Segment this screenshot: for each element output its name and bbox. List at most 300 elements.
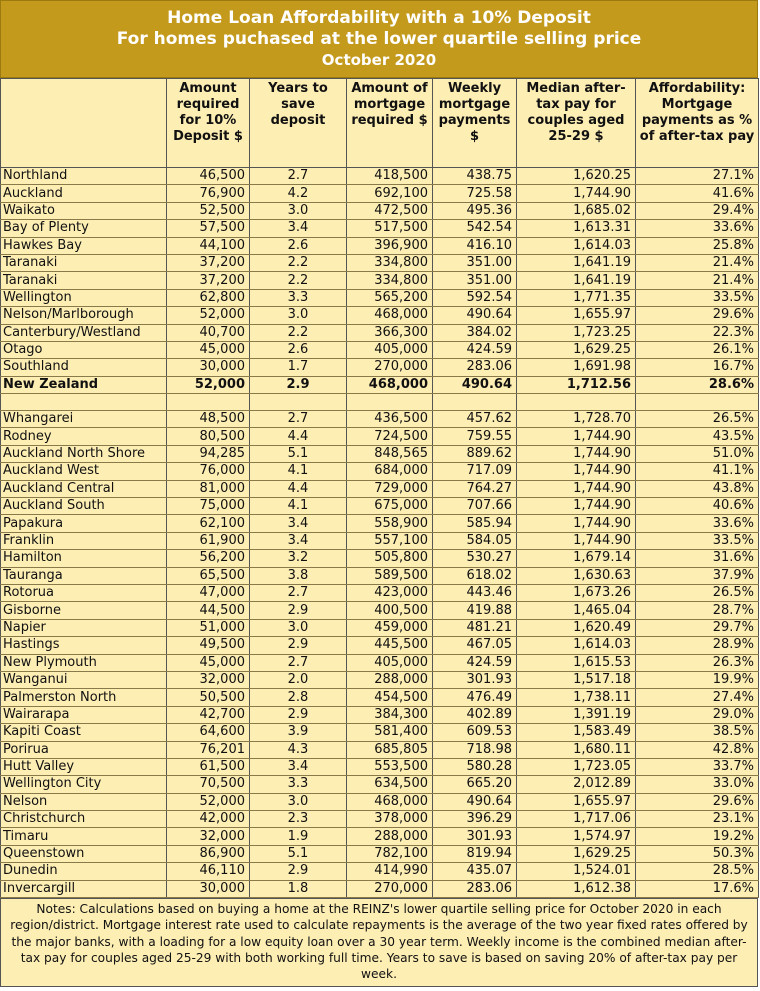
row-label: Queenstown [1, 845, 167, 862]
table-cell: 618.02 [433, 567, 517, 584]
table-cell: 52,000 [167, 793, 250, 810]
table-cell: 1,744.90 [517, 498, 636, 515]
table-cell: 29.0% [636, 706, 759, 723]
title-line-2: For homes puchased at the lower quartile selling price [116, 29, 642, 49]
table-cell: 589,500 [347, 567, 433, 584]
table-row [1, 828, 759, 845]
table-cell: 1,744.90 [517, 185, 636, 202]
table-cell: 52,000 [167, 307, 250, 324]
table-row [1, 550, 759, 567]
table-cell: 724,500 [347, 428, 433, 445]
table-cell: 33.5% [636, 532, 759, 549]
table-cell: 1,620.25 [517, 168, 636, 185]
table-cell: 4.4 [250, 428, 347, 445]
table-cell: 52,000 [167, 376, 250, 393]
table-cell: 28.5% [636, 863, 759, 880]
table-cell: 1,620.49 [517, 619, 636, 636]
table-cell: 400,500 [347, 602, 433, 619]
table-cell: 542.54 [433, 220, 517, 237]
notes-footer: Notes: Calculations based on buying a home at the REINZ's lower quartile selling price for October 2020 in each region/district. Mortgage interest rate used to calculate repayments is the average of the two year fixed rates offered by the major banks, with a loading for a low equity loan over a 30 year term. Weekly income is the combined median after-tax pay for couples aged 25-29 with both working full time. Years to save is based on saving 20% of after-tax pay per week. [0, 898, 758, 986]
table-cell: 675,000 [347, 498, 433, 515]
table-cell: 334,800 [347, 254, 433, 271]
table-cell: 37,200 [167, 272, 250, 289]
table-cell: 1,630.63 [517, 567, 636, 584]
table-row [1, 237, 759, 254]
table-cell: 28.6% [636, 376, 759, 393]
table-cell: 424.59 [433, 654, 517, 671]
table-cell: 4.1 [250, 498, 347, 515]
table-cell: 1,613.31 [517, 220, 636, 237]
table-cell: 419.88 [433, 602, 517, 619]
table-cell: 61,500 [167, 758, 250, 775]
table-cell: 3.3 [250, 776, 347, 793]
table-row [1, 411, 759, 428]
table-cell: 37.9% [636, 567, 759, 584]
table-cell: 2.7 [250, 168, 347, 185]
table-cell: 76,201 [167, 741, 250, 758]
table-cell: 4.3 [250, 741, 347, 758]
table-cell: 51.0% [636, 445, 759, 462]
table-cell: 19.9% [636, 671, 759, 688]
table-cell: 41.1% [636, 463, 759, 480]
row-label: Auckland Central [1, 480, 167, 497]
table-cell: 1,655.97 [517, 793, 636, 810]
row-label: Rotorua [1, 584, 167, 601]
table-row [1, 811, 759, 828]
table-cell: 2,012.89 [517, 776, 636, 793]
table-row [1, 341, 759, 358]
table-cell: 405,000 [347, 341, 433, 358]
table-cell: 1,685.02 [517, 202, 636, 219]
row-label: Wellington City [1, 776, 167, 793]
table-cell: 3.0 [250, 202, 347, 219]
table-cell: 1,629.25 [517, 341, 636, 358]
row-label: Taranaki [1, 272, 167, 289]
table-cell: 86,900 [167, 845, 250, 862]
table-row [1, 741, 759, 758]
table-cell: 609.53 [433, 724, 517, 741]
row-label: Nelson [1, 793, 167, 810]
table-cell: 685,805 [347, 741, 433, 758]
table-cell: 454,500 [347, 689, 433, 706]
table-cell: 396.29 [433, 811, 517, 828]
row-label: Hutt Valley [1, 758, 167, 775]
table-cell: 1,655.97 [517, 307, 636, 324]
table-cell: 17.6% [636, 880, 759, 897]
table-cell: 2.0 [250, 671, 347, 688]
row-label: Nelson/Marlborough [1, 307, 167, 324]
table-cell: 1,712.56 [517, 376, 636, 393]
table-cell: 1,679.14 [517, 550, 636, 567]
row-label: Hawkes Bay [1, 237, 167, 254]
table-cell: 29.7% [636, 619, 759, 636]
table-cell: 334,800 [347, 272, 433, 289]
table-cell: 64,600 [167, 724, 250, 741]
table-cell: 438.75 [433, 168, 517, 185]
table-cell: 28.7% [636, 602, 759, 619]
table-cell: 2.9 [250, 376, 347, 393]
row-label: Palmerston North [1, 689, 167, 706]
affordability-table [0, 78, 759, 898]
table-cell: 4.1 [250, 463, 347, 480]
table-cell: 1,465.04 [517, 602, 636, 619]
table-cell: 1,738.11 [517, 689, 636, 706]
table-row [1, 845, 759, 862]
table-cell: 21.4% [636, 272, 759, 289]
table-cell: 1,744.90 [517, 480, 636, 497]
table-cell: 2.2 [250, 254, 347, 271]
table-cell: 418,500 [347, 168, 433, 185]
row-label: Wanganui [1, 671, 167, 688]
row-label: Timaru [1, 828, 167, 845]
table-cell: 16.7% [636, 359, 759, 376]
table-cell: 27.1% [636, 168, 759, 185]
table-cell: 468,000 [347, 307, 433, 324]
table-cell: 26.5% [636, 584, 759, 601]
table-cell: 468,000 [347, 793, 433, 810]
table-cell: 62,800 [167, 289, 250, 306]
table-cell: 558,900 [347, 515, 433, 532]
table-cell: 472,500 [347, 202, 433, 219]
table-row [1, 254, 759, 271]
table-row [1, 532, 759, 549]
row-label: New Zealand [1, 376, 167, 393]
row-label: Papakura [1, 515, 167, 532]
row-label: Wairarapa [1, 706, 167, 723]
table-cell: 1,615.53 [517, 654, 636, 671]
table-cell: 1,744.90 [517, 445, 636, 462]
table-cell: 402.89 [433, 706, 517, 723]
table-cell: 33.5% [636, 289, 759, 306]
table-cell: 424.59 [433, 341, 517, 358]
table-cell: 2.8 [250, 689, 347, 706]
table-row [1, 220, 759, 237]
table-cell: 3.0 [250, 793, 347, 810]
table-cell: 45,000 [167, 654, 250, 671]
table-cell: 819.94 [433, 845, 517, 862]
row-label: Canterbury/Westland [1, 324, 167, 341]
table-cell: 48,500 [167, 411, 250, 428]
table-cell: 2.7 [250, 411, 347, 428]
table-cell: 3.4 [250, 532, 347, 549]
table-cell: 33.6% [636, 220, 759, 237]
table-cell: 2.7 [250, 654, 347, 671]
row-label: Waikato [1, 202, 167, 219]
table-cell: 481.21 [433, 619, 517, 636]
table-row [1, 463, 759, 480]
table-cell: 384.02 [433, 324, 517, 341]
table-cell: 1,744.90 [517, 515, 636, 532]
table-row [1, 724, 759, 741]
table-cell: 56,200 [167, 550, 250, 567]
row-label: Napier [1, 619, 167, 636]
table-row [1, 567, 759, 584]
table-cell: 443.46 [433, 584, 517, 601]
table-cell: 585.94 [433, 515, 517, 532]
table-cell: 2.9 [250, 637, 347, 654]
table-cell: 759.55 [433, 428, 517, 445]
table-cell: 435.07 [433, 863, 517, 880]
table-cell: 416.10 [433, 237, 517, 254]
spacer-cell [250, 394, 347, 411]
table-cell: 25.8% [636, 237, 759, 254]
table-cell: 3.4 [250, 515, 347, 532]
table-row [1, 515, 759, 532]
table-cell: 1,673.26 [517, 584, 636, 601]
table-cell: 1,691.98 [517, 359, 636, 376]
spacer-cell [433, 394, 517, 411]
table-row [1, 480, 759, 497]
table-cell: 288,000 [347, 828, 433, 845]
row-label: Hamilton [1, 550, 167, 567]
table-cell: 405,000 [347, 654, 433, 671]
table-cell: 351.00 [433, 272, 517, 289]
table-cell: 26.3% [636, 654, 759, 671]
table-cell: 1,641.19 [517, 272, 636, 289]
table-cell: 1,723.25 [517, 324, 636, 341]
table-cell: 445,500 [347, 637, 433, 654]
table-cell: 468,000 [347, 376, 433, 393]
table-cell: 3.3 [250, 289, 347, 306]
row-label: Auckland West [1, 463, 167, 480]
table-cell: 75,000 [167, 498, 250, 515]
table-cell: 505,800 [347, 550, 433, 567]
table-cell: 351.00 [433, 254, 517, 271]
spacer-cell [517, 394, 636, 411]
table-cell: 495.36 [433, 202, 517, 219]
table-row [1, 671, 759, 688]
table-cell: 557,100 [347, 532, 433, 549]
table-cell: 49,500 [167, 637, 250, 654]
table-cell: 684,000 [347, 463, 433, 480]
table-cell: 301.93 [433, 828, 517, 845]
table-cell: 530.27 [433, 550, 517, 567]
table-cell: 378,000 [347, 811, 433, 828]
table-cell: 2.9 [250, 602, 347, 619]
table-row [1, 272, 759, 289]
table-cell: 467.05 [433, 637, 517, 654]
table-cell: 4.4 [250, 480, 347, 497]
table-cell: 729,000 [347, 480, 433, 497]
row-label: Otago [1, 341, 167, 358]
table-cell: 1,771.35 [517, 289, 636, 306]
table-cell: 33.7% [636, 758, 759, 775]
table-cell: 32,000 [167, 671, 250, 688]
table-cell: 1,744.90 [517, 463, 636, 480]
table-row [1, 168, 759, 185]
spacer-cell [1, 394, 167, 411]
title-banner [0, 0, 758, 78]
table-row [1, 637, 759, 654]
table-cell: 2.3 [250, 811, 347, 828]
table-cell: 1,391.19 [517, 706, 636, 723]
table-cell: 5.1 [250, 845, 347, 862]
row-label: Porirua [1, 741, 167, 758]
table-cell: 476.49 [433, 689, 517, 706]
table-cell: 94,285 [167, 445, 250, 462]
table-cell: 2.7 [250, 584, 347, 601]
table-cell: 718.98 [433, 741, 517, 758]
table-cell: 45,000 [167, 341, 250, 358]
table-cell: 26.1% [636, 341, 759, 358]
table-cell: 3.2 [250, 550, 347, 567]
column-header: Affordability: Mortgage payments as % of after-tax pay [636, 79, 759, 168]
table-cell: 764.27 [433, 480, 517, 497]
table-cell: 4.2 [250, 185, 347, 202]
table-cell: 270,000 [347, 359, 433, 376]
row-label: Dunedin [1, 863, 167, 880]
table-cell: 37,200 [167, 254, 250, 271]
table-row [1, 202, 759, 219]
table-cell: 29.4% [636, 202, 759, 219]
table-cell: 46,500 [167, 168, 250, 185]
table-cell: 42.8% [636, 741, 759, 758]
table-row [1, 359, 759, 376]
table-cell: 366,300 [347, 324, 433, 341]
table-cell: 42,700 [167, 706, 250, 723]
row-label: Invercargill [1, 880, 167, 897]
table-row [1, 863, 759, 880]
table-cell: 33.0% [636, 776, 759, 793]
table-cell: 50.3% [636, 845, 759, 862]
table-cell: 76,900 [167, 185, 250, 202]
row-label: Kapiti Coast [1, 724, 167, 741]
row-label: Auckland South [1, 498, 167, 515]
table-cell: 270,000 [347, 880, 433, 897]
row-label: New Plymouth [1, 654, 167, 671]
table-row [1, 880, 759, 897]
row-label: Hastings [1, 637, 167, 654]
table-cell: 1,614.03 [517, 237, 636, 254]
table-cell: 2.6 [250, 341, 347, 358]
table-cell: 565,200 [347, 289, 433, 306]
table-cell: 57,500 [167, 220, 250, 237]
table-cell: 61,900 [167, 532, 250, 549]
table-cell: 3.4 [250, 758, 347, 775]
table-cell: 490.64 [433, 307, 517, 324]
table-cell: 29.6% [636, 793, 759, 810]
table-cell: 2.9 [250, 863, 347, 880]
table-cell: 80,500 [167, 428, 250, 445]
table-cell: 414,990 [347, 863, 433, 880]
table-cell: 288,000 [347, 671, 433, 688]
table-cell: 28.9% [636, 637, 759, 654]
table-cell: 1,524.01 [517, 863, 636, 880]
table-cell: 40,700 [167, 324, 250, 341]
table-cell: 1,612.38 [517, 880, 636, 897]
table-cell: 1,629.25 [517, 845, 636, 862]
table-cell: 1,744.90 [517, 428, 636, 445]
column-header: Years to save deposit [250, 79, 347, 168]
title-line-1: Home Loan Affordability with a 10% Deposit [167, 8, 591, 28]
table-cell: 436,500 [347, 411, 433, 428]
row-label: Whangarei [1, 411, 167, 428]
row-label: Franklin [1, 532, 167, 549]
row-label: Christchurch [1, 811, 167, 828]
table-cell: 553,500 [347, 758, 433, 775]
table-cell: 38.5% [636, 724, 759, 741]
table-cell: 41.6% [636, 185, 759, 202]
table-cell: 396,900 [347, 237, 433, 254]
table-cell: 19.2% [636, 828, 759, 845]
title-date: October 2020 [321, 51, 437, 69]
table-cell: 3.9 [250, 724, 347, 741]
table-cell: 634,500 [347, 776, 433, 793]
table-cell: 384,300 [347, 706, 433, 723]
table-row [1, 289, 759, 306]
table-cell: 21.4% [636, 254, 759, 271]
table-cell: 22.3% [636, 324, 759, 341]
table-cell: 1,583.49 [517, 724, 636, 741]
table-cell: 1.9 [250, 828, 347, 845]
table-cell: 782,100 [347, 845, 433, 862]
table-cell: 707.66 [433, 498, 517, 515]
table-cell: 283.06 [433, 359, 517, 376]
row-label: Wellington [1, 289, 167, 306]
spacer-cell [167, 394, 250, 411]
row-label: Gisborne [1, 602, 167, 619]
table-cell: 44,500 [167, 602, 250, 619]
row-label: Bay of Plenty [1, 220, 167, 237]
table-cell: 32,000 [167, 828, 250, 845]
table-cell: 584.05 [433, 532, 517, 549]
table-cell: 1.8 [250, 880, 347, 897]
spacer-cell [347, 394, 433, 411]
table-row [1, 776, 759, 793]
row-label: Auckland [1, 185, 167, 202]
table-cell: 725.58 [433, 185, 517, 202]
table-cell: 1.7 [250, 359, 347, 376]
table-cell: 3.4 [250, 220, 347, 237]
table-cell: 29.6% [636, 307, 759, 324]
table-row [1, 584, 759, 601]
table-cell: 43.8% [636, 480, 759, 497]
row-label: Taranaki [1, 254, 167, 271]
table-cell: 581,400 [347, 724, 433, 741]
table-cell: 2.2 [250, 272, 347, 289]
table-cell: 457.62 [433, 411, 517, 428]
table-cell: 665.20 [433, 776, 517, 793]
table-row [1, 758, 759, 775]
table-cell: 580.28 [433, 758, 517, 775]
table-cell: 40.6% [636, 498, 759, 515]
table-cell: 43.5% [636, 428, 759, 445]
table-cell: 23.1% [636, 811, 759, 828]
table-row [1, 619, 759, 636]
table-cell: 1,517.18 [517, 671, 636, 688]
table-cell: 490.64 [433, 793, 517, 810]
column-header: Amount required for 10% Deposit $ [167, 79, 250, 168]
column-header [1, 79, 167, 168]
table-row [1, 307, 759, 324]
table-cell: 42,000 [167, 811, 250, 828]
table-cell: 5.1 [250, 445, 347, 462]
table-row [1, 185, 759, 202]
spacer-row [1, 394, 759, 411]
spacer-cell [636, 394, 759, 411]
row-label: Auckland North Shore [1, 445, 167, 462]
table-cell: 517,500 [347, 220, 433, 237]
table-cell: 27.4% [636, 689, 759, 706]
table-cell: 1,744.90 [517, 532, 636, 549]
table-header-row [1, 79, 759, 168]
table-cell: 47,000 [167, 584, 250, 601]
table-cell: 33.6% [636, 515, 759, 532]
row-label: Northland [1, 168, 167, 185]
table-row [1, 445, 759, 462]
table-cell: 2.6 [250, 237, 347, 254]
row-label: Tauranga [1, 567, 167, 584]
